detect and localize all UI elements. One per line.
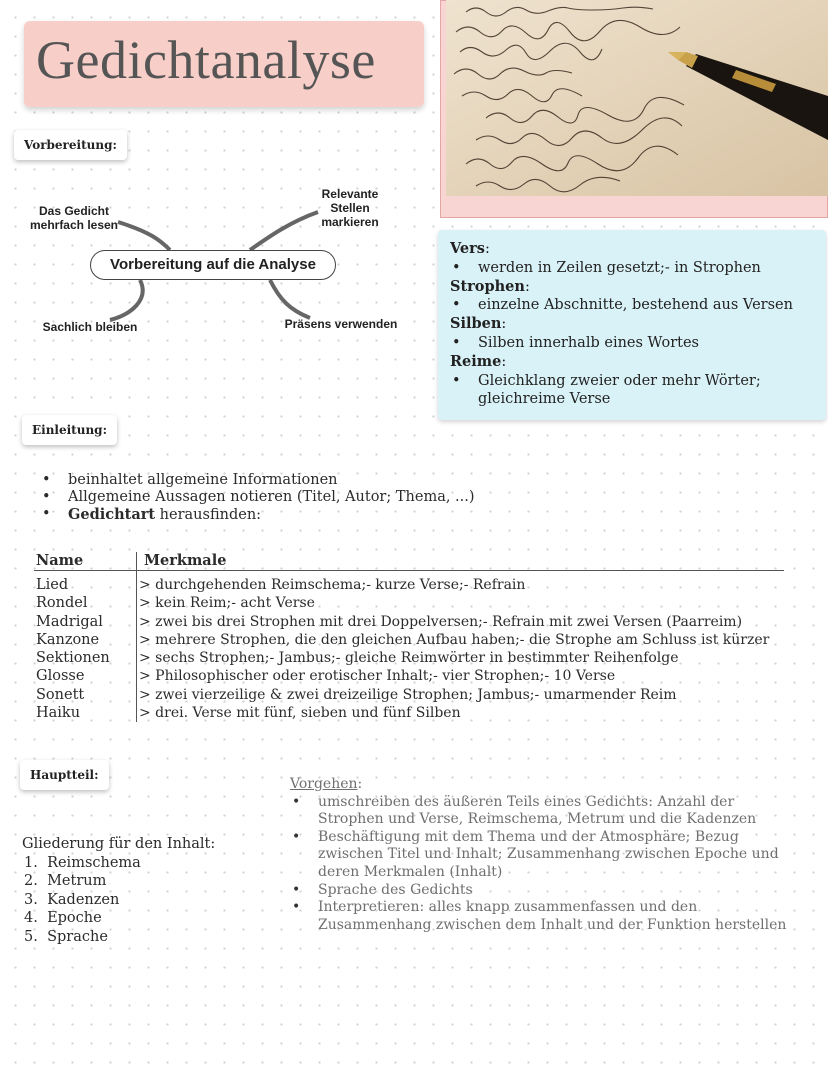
term-desc: • einzelne Abschnitte, bestehend aus Versen: [450, 296, 816, 315]
handwriting-pen-icon: [446, 0, 828, 196]
vorgehen-title: Vorgehen:: [290, 776, 363, 792]
einleitung-list: [38, 472, 638, 524]
table-cell: > mehrere Strophen, die den gleichen Aufbau haben;- die Strophe am Schluss ist kürzer: [139, 631, 770, 648]
list-item: • umschreiben des äußeren Teils eines Gedichts: Anzahl der Strophen und Verse, Reimschema, Metrum und die Kadenzen: [290, 794, 800, 829]
table-divider: [34, 570, 784, 571]
table-cell: > kein Reim;- acht Verse: [139, 595, 315, 612]
list-item: • Beschäftigung mit dem Thema und der Atmosphäre; Bezug zwischen Titel und Inhalt; Zusammenhang zwischen Epoche und deren Merkmalen (Inhalt): [290, 829, 800, 882]
table-descriptions: [139, 576, 819, 722]
table-cell: > durchgehenden Reimschema;- kurze Verse;- Refrain: [139, 577, 526, 593]
list-item: • Interpretieren: alles knapp zusammenfassen und den Zusammenhang zwischen dem Inhalt und der Funktion herstellen: [290, 899, 800, 934]
term-silben: Silben:: [450, 315, 507, 333]
table-cell: Sonett: [36, 686, 85, 703]
vorbereitung-tag: Vorbereitung:: [14, 130, 127, 160]
term-desc: • werden in Zeilen gesetzt;- in Strophen: [450, 259, 816, 278]
fountain-pen-photo: [446, 0, 828, 196]
list-item: • beinhaltet allgemeine Informationen: [38, 472, 638, 489]
table-header-merkmale: Merkmale: [144, 552, 227, 569]
list-item: 2. Metrum: [24, 873, 107, 890]
table-cell: > Philosophischer oder erotischer Inhalt;- vier Strophen;- 10 Verse: [139, 668, 616, 685]
table-cell: Kanzone: [36, 631, 100, 648]
table-cell: Lied: [36, 577, 69, 593]
list-item: 5. Sprache: [24, 928, 108, 945]
mindmap-center-node: Vorbereitung auf die Analyse: [90, 250, 336, 280]
table-cell: Haiku: [36, 705, 81, 722]
table-cell: > zwei vierzeilige & zwei dreizeilige Strophen; Jambus;- umarmender Reim: [139, 686, 677, 703]
table-cell: > drei. Verse mit fünf, sieben und fünf Silben: [139, 705, 461, 722]
term-reime: Reime:: [450, 352, 507, 370]
list-item: • Sprache des Gedichts: [290, 882, 800, 900]
terms-info-box: [438, 230, 826, 420]
list-item: 1. Reimschema: [24, 855, 141, 871]
term-desc: • Silben innerhalb eines Wortes: [450, 334, 816, 353]
term-strophen: Strophen:: [450, 277, 530, 295]
mindmap-node-present: Präsens verwenden: [284, 317, 398, 331]
gliederung-list: [24, 854, 141, 946]
table-cell: Sektionen: [36, 650, 110, 667]
table-header-name: Name: [36, 552, 84, 569]
einleitung-tag: Einleitung:: [22, 415, 117, 445]
title-box: [24, 21, 424, 107]
gliederung-title: Gliederung für den Inhalt:: [22, 836, 216, 852]
page-title: Gedichtanalyse: [36, 30, 376, 90]
list-item: • Gedichtart herausfinden:: [38, 506, 638, 524]
table-cell: > sechs Strophen;- Jambus;- gleiche Reimwörter in bestimmter Reihenfolge: [139, 650, 679, 667]
mindmap-node-objective: Sachlich bleiben: [42, 320, 138, 334]
term-vers: Vers:: [450, 240, 490, 257]
term-desc: • Gleichklang zweier oder mehr Wörter; gleichreime Verse: [450, 372, 816, 410]
mindmap-node-read: Das Gedicht mehrfach lesen: [29, 204, 119, 232]
table-column-line: [136, 552, 137, 722]
table-names: [36, 576, 136, 722]
table-cell: > zwei bis drei Strophen mit drei Doppelversen;- Refrain mit zwei Versen (Paarreim): [139, 613, 743, 630]
list-item: • Allgemeine Aussagen notieren (Titel, Autor; Thema, ...): [38, 489, 638, 506]
hauptteil-tag: Hauptteil:: [20, 760, 109, 790]
table-cell: Glosse: [36, 668, 85, 685]
list-item: 4. Epoche: [24, 910, 102, 927]
vorgehen-section: [290, 776, 800, 934]
list-item: 3. Kadenzen: [24, 891, 120, 908]
mindmap-node-mark: Relevante Stellen markieren: [321, 187, 379, 229]
table-cell: Madrigal: [36, 613, 103, 630]
table-cell: Rondel: [36, 595, 88, 612]
